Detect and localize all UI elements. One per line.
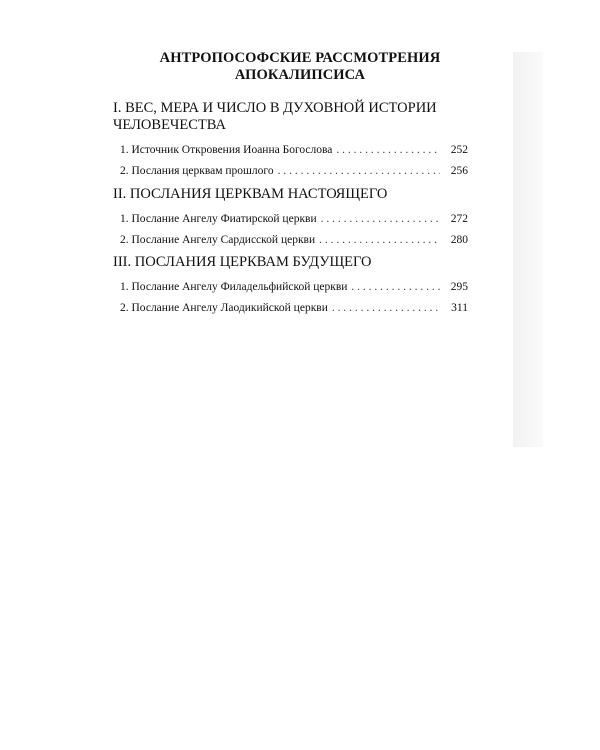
- toc-entry-label: 1. Послание Ангелу Фиатирской церкви: [120, 213, 317, 225]
- toc-entry-2-2: [113, 230, 468, 251]
- toc-entry-label: 1. Послание Ангелу Филадельфийской церкви: [120, 281, 348, 293]
- toc-entry-1-2: [113, 161, 468, 182]
- leader-dots: [336, 140, 440, 161]
- toc-entry-page: 295: [450, 281, 468, 293]
- toc-entry-3-1: [113, 277, 468, 298]
- toc-entry-label: 1. Источник Откровения Иоанна Богослова: [120, 144, 333, 156]
- page-edge-shadow: [513, 52, 543, 447]
- leader-dots: [278, 161, 440, 182]
- toc-entry-page: 272: [450, 213, 468, 225]
- section-1-heading: I. ВЕС, МЕРА И ЧИСЛО В ДУХОВНОЙ ИСТОРИИ ЧЕЛОВЕЧЕСТВА: [113, 100, 437, 133]
- toc-entry-page: 280: [450, 234, 468, 246]
- toc-entry-page: 252: [450, 144, 468, 156]
- toc-entry-label: 2. Послание Ангелу Сардисской церкви: [120, 234, 316, 246]
- toc-entry-2-1: [113, 209, 468, 230]
- contents-title: [140, 50, 460, 84]
- section-2-heading: II. ПОСЛАНИЯ ЦЕРКВАМ НАСТОЯЩЕГО: [113, 186, 388, 202]
- title-line-2: АПОКАЛИПСИСА: [234, 67, 366, 83]
- leader-dots: [332, 298, 440, 319]
- toc-entry-1-1: [113, 140, 468, 161]
- leader-dots: [319, 230, 440, 251]
- toc-entry-label: 2. Послания церквам прошлого: [120, 165, 274, 177]
- section-3-heading: III. ПОСЛАНИЯ ЦЕРКВАМ БУДУЩЕГО: [113, 254, 372, 270]
- leader-dots: [351, 277, 440, 298]
- toc-entry-page: 311: [451, 302, 468, 314]
- leader-dots: [321, 209, 440, 230]
- toc-entry-page: 256: [450, 165, 468, 177]
- toc-entry-3-2: [113, 298, 468, 319]
- section-3: [113, 254, 493, 319]
- toc-entry-label: 2. Послание Ангелу Лаодикийской церкви: [120, 302, 328, 314]
- section-1: [113, 100, 493, 182]
- section-2: [113, 186, 493, 251]
- title-line-1: АНТРОПОСОФСКИЕ РАССМОТРЕНИЯ: [159, 50, 441, 66]
